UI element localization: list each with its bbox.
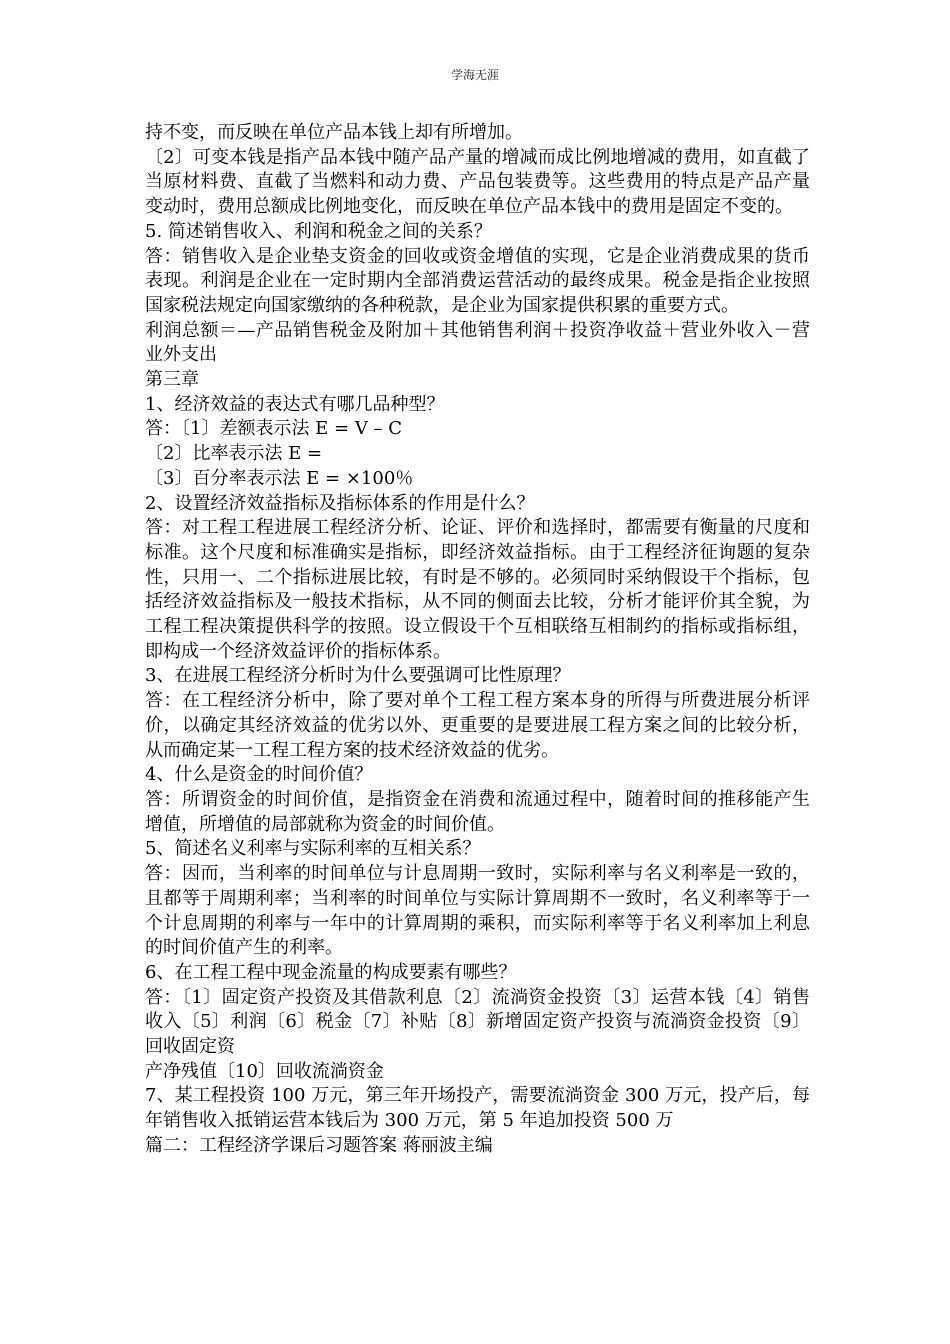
answer-paragraph: 答：销售收入是企业垫支资金的回收或资金增值的实现，它是企业消费成果的货币表现。利润是企业在一定时期内全部消费运营活动的最终成果。税金是指企业按照国家税法规定向国家缴纳的各种税款，是企业为国家提供积累的重要方式。: [145, 245, 810, 316]
question-heading: 5、简述名义利率与实际利率的互相关系？: [145, 838, 481, 860]
page-header: 学海无涯: [450, 68, 499, 82]
answer-paragraph: 答：〔1〕差额表示法 E = V – C: [145, 418, 403, 440]
question-heading: 3、在进展工程经济分析时为什么要强调可比性原理？: [145, 665, 571, 687]
answer-paragraph: 答：对工程工程进展工程经济分析、论证、评价和选择时，都需要有衡量的尺度和标准。这个尺度和标准确实是指标，即经济效益指标。由于工程经济征询题的复杂性，只用一、二个指标进展比较，有时是不够的。必须同时采纳假设干个指标，包括经济效益指标及一般技术指标，从不同的侧面去比较，分析才能评价其全貌，为工程工程决策提供科学的按照。设立假设干个互相联络互相制约的指标或指标组，即构成一个经济效益评价的指标体系。: [145, 517, 810, 662]
section-heading: 篇二：工程经济学课后习题答案 蒋丽波主编: [145, 1134, 493, 1156]
answer-paragraph: 答：〔1〕固定资产投资及其借款利息〔2〕流淌资金投资〔3〕运营本钱〔4〕销售收入〔5〕利润〔6〕税金〔7〕补贴〔8〕新增固定资产投资与流淌资金投资〔9〕回收固定资: [145, 986, 810, 1058]
answer-paragraph: 答：在工程经济分析中，除了要对单个工程工程方案本身的所得与所费进展分析评价，以确定其经济效益的优劣以外、更重要的是要进展工程方案之间的比较分析，从而确定某一工程工程方案的技术经济效益的优劣。: [145, 690, 810, 761]
paragraph: 持不变，而反映在单位产品本钱上却有所增加。: [145, 122, 523, 143]
question-heading: 1、经济效益的表达式有哪几品种型？: [145, 393, 445, 415]
answer-paragraph: 答：所谓资金的时间价值，是指资金在消费和流通过程中，随着时间的推移能产生增值，所增值的局部就称为资金的时间价值。: [145, 788, 810, 835]
paragraph: 〔3〕百分率表示法 E = ×100％: [145, 467, 414, 489]
chapter-heading: 第三章: [145, 369, 199, 391]
answer-paragraph: 答：因而，当利率的时间单位与计息周期一致时，实际利率与名义利率是一致的，且都等于周期利率；当利率的时间单位与实际计算周期不一致时，名义利率等于一个计息周期的利率与一年中的计算周期的乘积，而实际利率等于名义利率加上利息的时间价值产生的利率。: [145, 863, 810, 959]
question-heading: 5. 简述销售收入、利润和税金之间的关系？: [145, 220, 492, 242]
question-heading: 6、在工程工程中现金流量的构成要素有哪些？: [145, 961, 517, 983]
paragraph: 〔2〕比率表示法 E =: [145, 443, 323, 465]
question-heading: 2、设置经济效益指标及指标体系的作用是什么？: [145, 492, 535, 514]
formula-paragraph: 利润总额＝—产品销售税金及附加＋其他销售利润＋投资净收益＋营业外收入－营业外支出: [145, 319, 810, 366]
question-heading: 7、某工程投资 100 万元，第三年开场投产，需要流淌资金 300 万元，投产后，每年销售收入抵销运营本钱后为 300 万元，第 5 年追加投资 500 万: [145, 1085, 810, 1132]
paragraph: 产净残值〔10〕回收流淌资金: [145, 1060, 384, 1082]
paragraph: 〔2〕可变本钱是指产品本钱中随产品产量的增减而成比例地增减的费用，如直截了当原材料费、直截了当燃料和动力费、产品包装费等。这些费用的特点是产品产量变动时，费用总额成比例地变化，而反映在单位产品本钱中的费用是固定不变的。: [145, 146, 810, 218]
document-body: [145, 121, 810, 1159]
question-heading: 4、什么是资金的时间价值？: [145, 764, 373, 786]
